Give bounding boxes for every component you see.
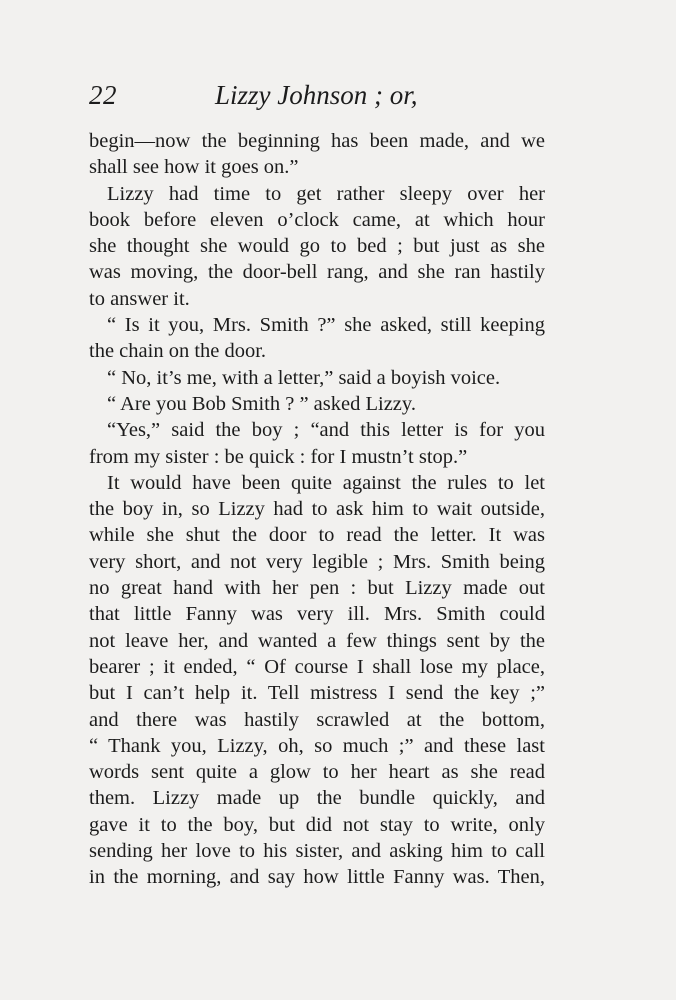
text-line: gave it to the boy, but did not stay to write, only — [89, 813, 545, 836]
running-head: Lizzy Johnson ; or, — [215, 80, 418, 110]
page-number: 22 — [89, 80, 117, 110]
text-line: was moving, the door-bell rang, and she ran hastily — [89, 261, 545, 284]
text-line: “ No, it’s me, with a letter,” said a boyish voice. — [107, 366, 501, 389]
text-line: “ Is it you, Mrs. Smith ?” she asked, still keeping — [107, 314, 545, 337]
text-line: very short, and not very legible ; Mrs. Smith being — [89, 550, 545, 573]
text-line: that little Fanny was very ill. Mrs. Smith could — [89, 603, 545, 626]
text-line: she thought she would go to bed ; but just as she — [89, 235, 545, 258]
text-line: “ Are you Bob Smith ? ” asked Lizzy. — [107, 392, 416, 415]
text-line: while she shut the door to read the letter. It was — [89, 524, 545, 547]
text-line: Lizzy had time to get rather sleepy over her — [107, 182, 545, 205]
text-line: words sent quite a glow to her heart as she read — [89, 761, 545, 784]
text-line: them. Lizzy made up the bundle quickly, and — [89, 787, 545, 810]
text-line: not leave her, and wanted a few things sent by the — [89, 629, 545, 652]
text-line: begin—now the beginning has been made, and we — [89, 130, 545, 152]
text-line: It would have been quite against the rules to let — [107, 471, 545, 494]
text-line: sending her love to his sister, and asking him to call — [89, 840, 545, 863]
text-line: from my sister : be quick : for I mustn’t stop.” — [89, 445, 468, 468]
text-line: shall see how it goes on.” — [89, 156, 299, 179]
text-line: to answer it. — [89, 287, 190, 310]
text-line: “Yes,” said the boy ; “and this letter is for you — [107, 419, 545, 442]
text-line: the boy in, so Lizzy had to ask him to wait outside, — [89, 498, 545, 521]
text-line: bearer ; it ended, “ Of course I shall lose my place, — [89, 655, 545, 678]
text-line: but I can’t help it. Tell mistress I send the key ;” — [89, 682, 545, 705]
body-text — [89, 128, 545, 891]
text-line: in the morning, and say how little Fanny was. Then, — [89, 866, 545, 889]
text-line: and there was hastily scrawled at the bottom, — [89, 708, 545, 731]
text-line: book before eleven o’clock came, at which hour — [89, 208, 545, 231]
page-header — [89, 78, 545, 114]
text-line: the chain on the door. — [89, 340, 267, 363]
text-line: no great hand with her pen : but Lizzy made out — [89, 577, 545, 600]
text-line: “ Thank you, Lizzy, oh, so much ;” and these last — [89, 734, 545, 757]
